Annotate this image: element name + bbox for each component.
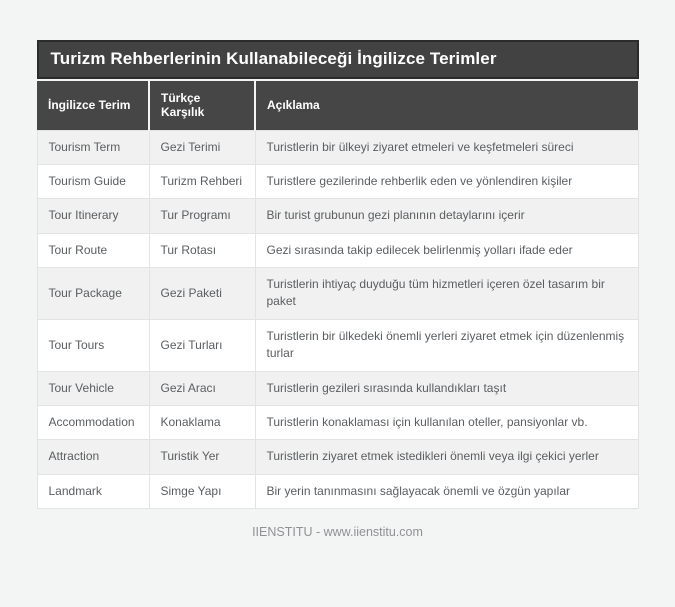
english-term-cell: Tourism Term: [37, 130, 149, 164]
description-cell: Turistlerin ihtiyaç duyduğu tüm hizmetleri içeren özel tasarım bir paket: [255, 268, 638, 320]
english-term-cell: Tour Itinerary: [37, 199, 149, 233]
table-row: [37, 268, 638, 320]
turkish-equivalent-cell: Gezi Paketi: [149, 268, 255, 320]
turkish-equivalent-cell: Gezi Aracı: [149, 371, 255, 405]
description-cell: Turistlerin bir ülkedeki önemli yerleri ziyaret etmek için düzenlenmiş turlar: [255, 319, 638, 371]
turkish-equivalent-cell: Turizm Rehberi: [149, 164, 255, 198]
english-term-cell: Tour Package: [37, 268, 149, 320]
description-cell: Turistlere gezilerinde rehberlik eden ve yönlendiren kişiler: [255, 164, 638, 198]
description-cell: Turistlerin konaklaması için kullanılan oteller, pansiyonlar vb.: [255, 406, 638, 440]
table-row: [37, 130, 638, 164]
terms-table-card: [37, 40, 639, 509]
turkish-equivalent-cell: Tur Programı: [149, 199, 255, 233]
col-header-description: Açıklama: [255, 81, 638, 130]
turkish-equivalent-cell: Gezi Terimi: [149, 130, 255, 164]
table-row: [37, 371, 638, 405]
english-term-cell: Tour Tours: [37, 319, 149, 371]
description-cell: Bir turist grubunun gezi planının detaylarını içerir: [255, 199, 638, 233]
turkish-equivalent-cell: Gezi Turları: [149, 319, 255, 371]
table-row: [37, 474, 638, 508]
terms-table: [37, 81, 639, 509]
turkish-equivalent-cell: Tur Rotası: [149, 233, 255, 267]
english-term-cell: Landmark: [37, 474, 149, 508]
description-cell: Turistlerin gezileri sırasında kullandıkları taşıt: [255, 371, 638, 405]
english-term-cell: Tour Route: [37, 233, 149, 267]
description-cell: Gezi sırasında takip edilecek belirlenmiş yolları ifade eder: [255, 233, 638, 267]
description-cell: Bir yerin tanınmasını sağlayacak önemli ve özgün yapılar: [255, 474, 638, 508]
col-header-english-term: İngilizce Terim: [37, 81, 149, 130]
turkish-equivalent-cell: Turistik Yer: [149, 440, 255, 474]
english-term-cell: Tour Vehicle: [37, 371, 149, 405]
header-row: [37, 81, 638, 130]
description-cell: Turistlerin ziyaret etmek istedikleri önemli veya ilgi çekici yerler: [255, 440, 638, 474]
table-header: [37, 81, 638, 130]
english-term-cell: Attraction: [37, 440, 149, 474]
turkish-equivalent-cell: Simge Yapı: [149, 474, 255, 508]
table-row: [37, 319, 638, 371]
footer-credit: IIENSTITU - www.iienstitu.com: [252, 525, 423, 540]
turkish-equivalent-cell: Konaklama: [149, 406, 255, 440]
table-title: Turizm Rehberlerinin Kullanabileceği İngilizce Terimler: [37, 40, 639, 79]
table-row: [37, 199, 638, 233]
table-body: [37, 130, 638, 509]
description-cell: Turistlerin bir ülkeyi ziyaret etmeleri ve keşfetmeleri süreci: [255, 130, 638, 164]
col-header-turkish-equivalent: Türkçe Karşılık: [149, 81, 255, 130]
english-term-cell: Accommodation: [37, 406, 149, 440]
table-row: [37, 164, 638, 198]
table-row: [37, 233, 638, 267]
english-term-cell: Tourism Guide: [37, 164, 149, 198]
table-row: [37, 406, 638, 440]
table-row: [37, 440, 638, 474]
